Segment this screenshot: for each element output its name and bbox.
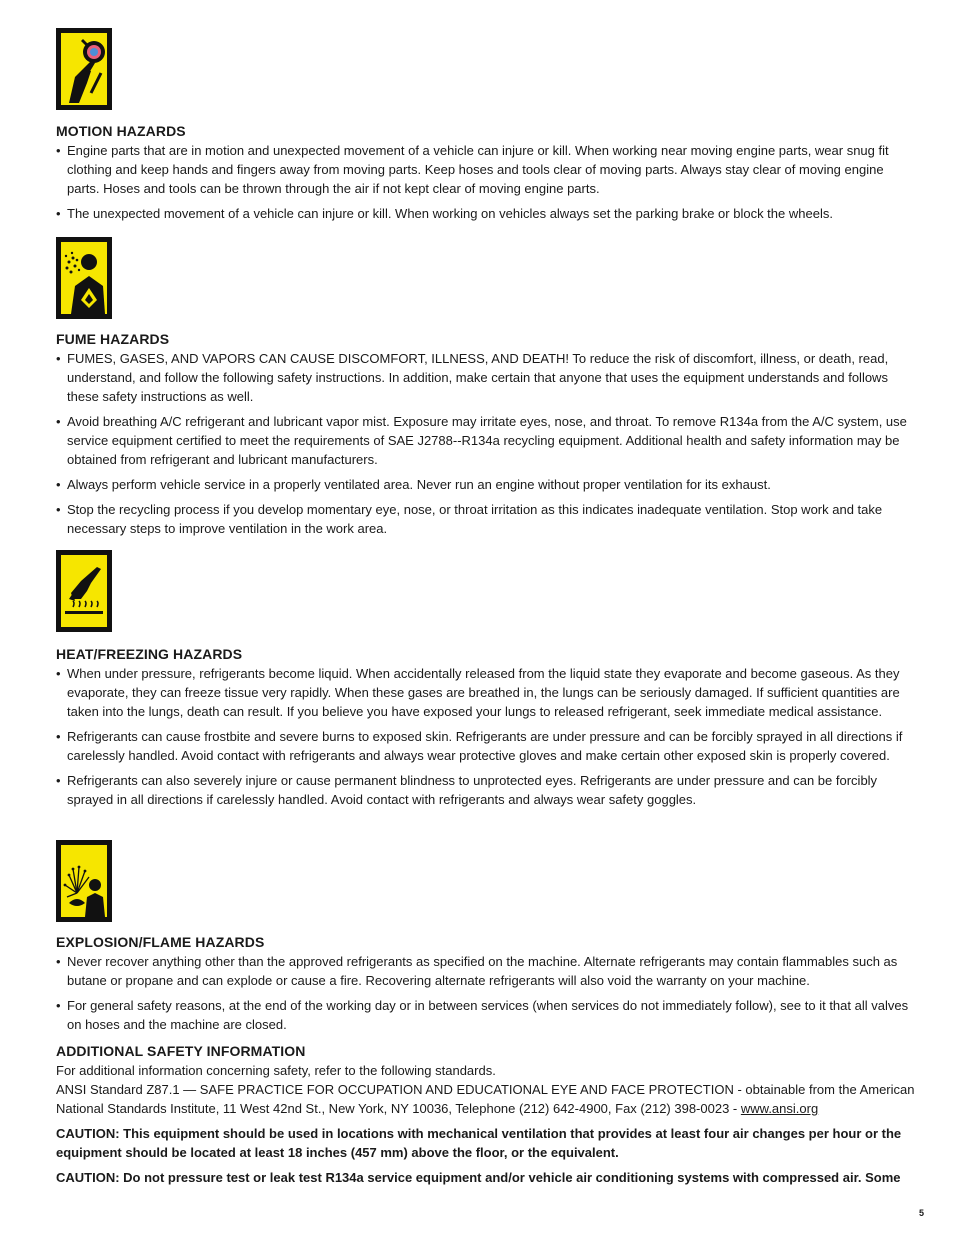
list-item: • When under pressure, refrigerants become liquid. When accidentally released from the liquid state they evaporate and become gaseous. As they evaporate, they can freeze tissue very rapidly. When these gases are breathed in, the lungs can be seriously damaged. If sufficient quantities are taken into the lungs, death can result. If you believe you have exposed your lungs to released refrigerant, seek immediate medical assistance.	[56, 664, 916, 721]
caution-ventilation: CAUTION: This equipment should be used in locations with mechanical ventilation that provides at least four air changes per hour or the equipment should be located at least 18 inches (457 mm) above the floor, or the equivalent.	[56, 1126, 902, 1160]
list-item: • Always perform vehicle service in a properly ventilated area. Never run an engine without proper ventilation for its exhaust.	[56, 475, 916, 494]
additional-intro: For additional information concerning safety, refer to the following standards.	[56, 1063, 496, 1078]
heat-freezing-hazards-list	[56, 664, 916, 809]
fume-hazards-list	[56, 349, 916, 538]
fume-hazards-section	[56, 330, 916, 544]
explosion-flame-hazards-list	[56, 952, 916, 1034]
motion-hazards-list	[56, 141, 916, 223]
motion-hazards-title: MOTION HAZARDS	[56, 123, 186, 139]
additional-safety-section	[56, 1042, 916, 1187]
ansi-standard-text	[56, 1080, 916, 1118]
fume-hazards-title: FUME HAZARDS	[56, 331, 170, 347]
ansi-link[interactable]: www.ansi.org	[740, 1101, 819, 1116]
list-item: • FUMES, GASES, AND VAPORS CAN CAUSE DISCOMFORT, ILLNESS, AND DEATH! To reduce the risk of discomfort, illness, or death, read, understand, and follow the following safety instructions. In addition, make certain that anyone that uses the equipment understands and follows these safety instructions as well.	[56, 349, 916, 406]
explosion-flame-icon	[56, 840, 112, 922]
explosion-flame-hazards-title: EXPLOSION/FLAME HAZARDS	[56, 934, 265, 950]
list-item: • Engine parts that are in motion and unexpected movement of a vehicle can injure or kill. When working near moving engine parts, wear snug fit clothing and keep hands and fingers away from moving parts. Keep hoses and tools clear of moving parts. Always stay clear of moving engine parts. Hoses and tools can be thrown through the air if not kept clear of moving engine parts.	[56, 141, 916, 198]
additional-safety-title: ADDITIONAL SAFETY INFORMATION	[56, 1043, 306, 1059]
list-item: • Avoid breathing A/C refrigerant and lubricant vapor mist. Exposure may irritate eyes, nose, and throat. To remove R134a from the A/C system, use service equipment certified to meet the requirements of SAE J2788--R134a recycling equipment. Additional health and safety information may be obtained from refrigerant and lubricant manufacturers.	[56, 412, 916, 469]
explosion-flame-hazards-section	[56, 933, 916, 1040]
hot-surface-hand-icon	[56, 550, 112, 632]
list-item: • For general safety reasons, at the end of the working day or in between services (when services do not immediately follow), see to it that all valves on hoses and the machine are closed.	[56, 996, 916, 1034]
ansi-standard-body: ANSI Standard Z87.1 — SAFE PRACTICE FOR OCCUPATION AND EDUCATIONAL EYE AND FACE PROTECTION - obtainable from the American National Standards Institute, 11 West 42nd St., New York, NY 10036, Telephone (212) 642-4900, Fax (212) 398-0023 -	[56, 1082, 915, 1116]
list-item: • Refrigerants can also severely injure or cause permanent blindness to unprotected eyes. Refrigerants are under pressure and can be forcibly sprayed in all directions if carelessly handled. Avoid contact with refrigerants and always wear safety goggles.	[56, 771, 916, 809]
heat-freezing-hazards-section	[56, 645, 916, 815]
moving-parts-hand-icon	[56, 28, 112, 110]
fume-inhalation-icon	[56, 237, 112, 319]
heat-freezing-hazards-title: HEAT/FREEZING HAZARDS	[56, 646, 243, 662]
list-item: • The unexpected movement of a vehicle can injure or kill. When working on vehicles always set the parking brake or block the wheels.	[56, 204, 916, 223]
page-number: 5	[919, 1208, 925, 1218]
caution-compressed-air: CAUTION: Do not pressure test or leak test R134a service equipment and/or vehicle air conditioning systems with compressed air. Some	[56, 1170, 901, 1185]
list-item: • Refrigerants can cause frostbite and severe burns to exposed skin. Refrigerants are under pressure and can be forcibly sprayed in all directions if carelessly handled. Avoid contact with refrigerants and always wear protective gloves and make certain other exposed skin is properly covered.	[56, 727, 916, 765]
list-item: • Never recover anything other than the approved refrigerants as specified on the machine. Alternate refrigerants may contain flammables such as butane or propane and can explode or cause a fire. Recovering alternate refrigerants will also void the warranty on your machine.	[56, 952, 916, 990]
motion-hazards-section	[56, 122, 916, 229]
list-item: • Stop the recycling process if you develop momentary eye, nose, or throat irritation as this indicates inadequate ventilation. Stop work and take necessary steps to improve ventilation in the work area.	[56, 500, 916, 538]
